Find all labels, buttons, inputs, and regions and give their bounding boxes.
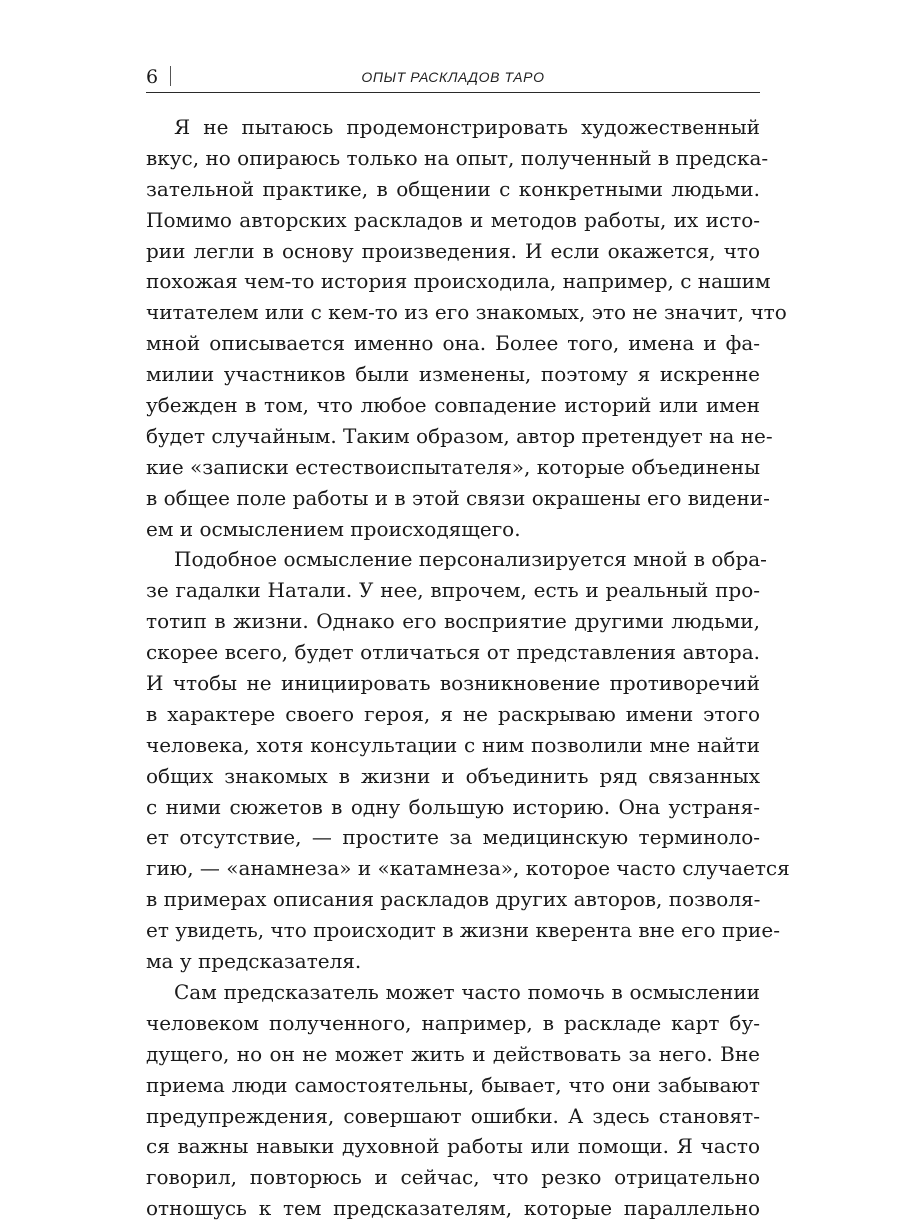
text-line: Я не пытаюсь продемонстрировать художественный <box>174 115 760 139</box>
text-line: в примерах описания раскладов других авторов, позволя- <box>146 887 761 912</box>
text-line: в характере своего героя, я не раскрываю имени этого <box>146 701 760 726</box>
text-line: милии участников были изменены, поэтому я искренне <box>146 362 760 387</box>
body-text <box>146 112 790 1224</box>
paragraph-2 <box>146 544 790 976</box>
text-line: ся важны навыки духовной работы или помощи. Я часто <box>146 1134 760 1159</box>
text-line: мной описывается именно она. Более того, имена и фа- <box>146 331 760 356</box>
paragraph-1 <box>146 112 787 544</box>
text-line: общих знакомых в жизни и объединить ряд связанных <box>146 763 760 788</box>
text-line: рии легли в основу произведения. И если окажется, что <box>146 238 760 263</box>
text-line: приема люди самостоятельны, бывает, что они забывают <box>146 1072 760 1097</box>
text-line: зательной практике, в общении с конкретными людьми. <box>146 176 760 201</box>
running-title: ОПЫТ РАСКЛАДОВ ТАРО <box>361 69 545 85</box>
text-line: похожая чем-то история происходила, например, с нашим <box>146 269 771 294</box>
text-line: с ними сюжетов в одну большую историю. Она устраня- <box>146 794 760 819</box>
text-line: предупреждения, совершают ошибки. А здесь становят- <box>146 1103 760 1128</box>
text-line: человека, хотя консультации с ним позволили мне найти <box>146 732 760 757</box>
text-line: ма у предсказателя. <box>146 949 362 974</box>
page-number: 6 <box>146 66 159 88</box>
text-line: гию, — «анамнеза» и «катамнеза», которое часто случается <box>146 856 790 881</box>
text-line: Помимо авторских раскладов и методов работы, их исто- <box>146 207 760 232</box>
text-line: Подобное осмысление персонализируется мной в обра- <box>174 547 767 572</box>
text-line: будет случайным. Таким образом, автор претендует на не- <box>146 423 773 448</box>
text-line: ет отсутствие, — простите за медицинскую терминоло- <box>146 825 760 850</box>
text-line: читателем или с кем-то из его знакомых, это не значит, что <box>146 300 787 325</box>
text-line: в общее поле работы и в этой связи окрашены его видени- <box>146 485 770 510</box>
text-line: Сам предсказатель может часто помочь в осмыслении <box>174 979 760 1004</box>
text-line: вкус, но опираюсь только на опыт, полученный в предска- <box>146 145 769 170</box>
text-line: кие «записки естествоиспытателя», которые объединены <box>146 454 760 479</box>
text-line: ем и осмыслением происходящего. <box>146 516 521 541</box>
paragraph-3 <box>146 977 760 1224</box>
text-line: дущего, но он не может жить и действовать за него. Вне <box>146 1041 760 1066</box>
text-line: скорее всего, будет отличаться от представления автора. <box>146 640 760 665</box>
text-line: ет увидеть, что происходит в жизни кверента вне его прие- <box>146 918 780 943</box>
text-line: зе гадалки Натали. У нее, впрочем, есть и реальный про- <box>146 578 760 603</box>
text-line: человеком полученного, например, в раскладе карт бу- <box>146 1010 760 1035</box>
running-head <box>146 64 760 93</box>
text-line: тотип в жизни. Однако его восприятие другими людьми, <box>146 609 760 634</box>
text-line: отношусь к тем предсказателям, которые параллельно <box>146 1196 760 1221</box>
text-line: убежден в том, что любое совпадение историй или имен <box>146 393 760 418</box>
text-line: говорил, повторюсь и сейчас, что резко отрицательно <box>146 1165 760 1190</box>
text-line: И чтобы не инициировать возникновение противоречий <box>146 671 760 696</box>
